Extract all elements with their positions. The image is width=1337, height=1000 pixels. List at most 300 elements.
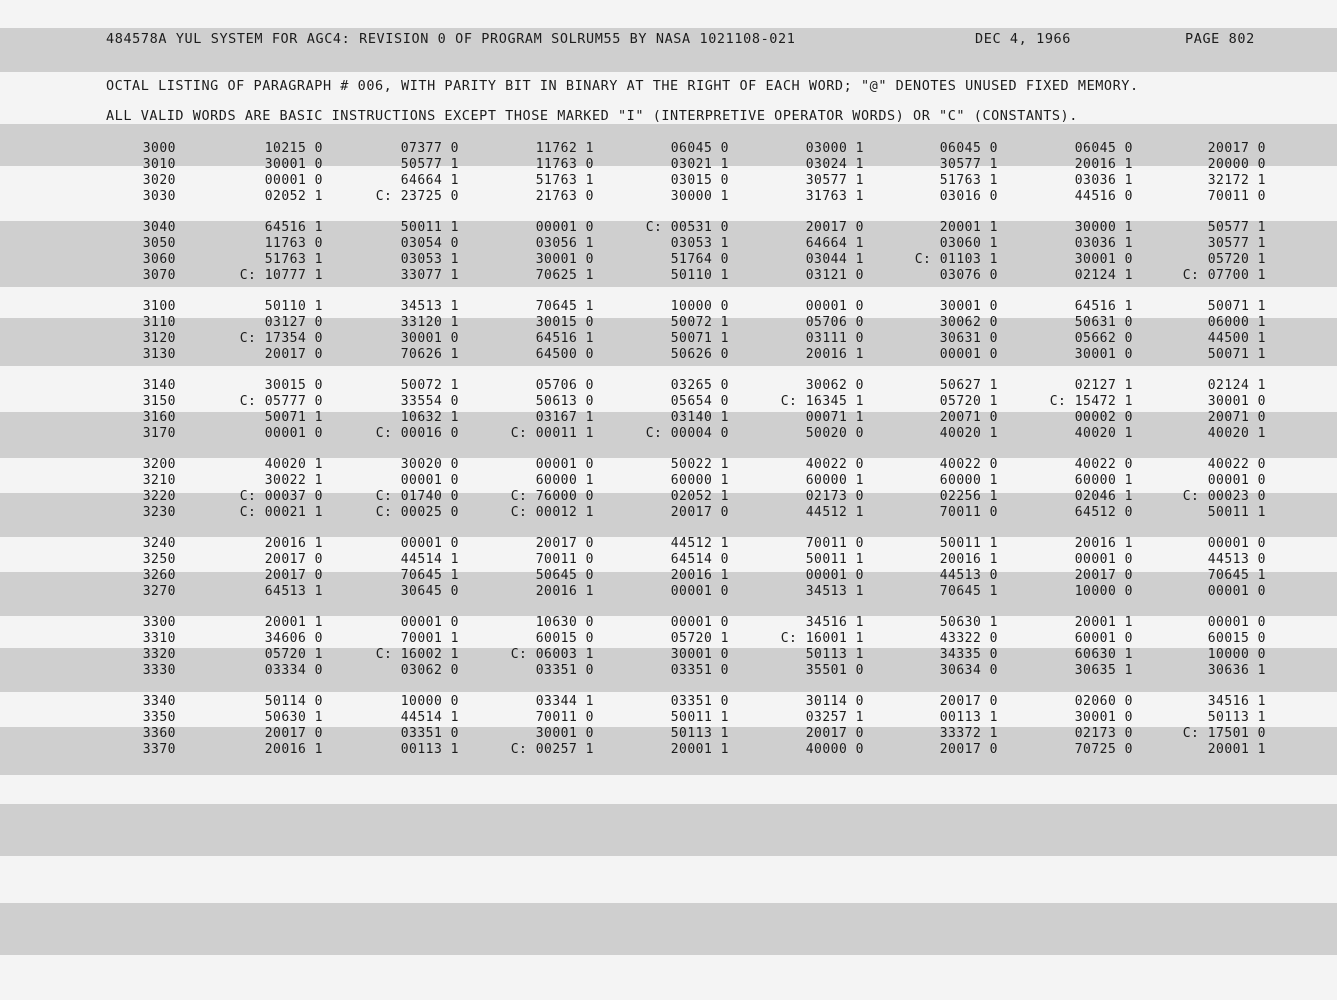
listing-legend: ALL VALID WORDS ARE BASIC INSTRUCTIONS EXCEPT THOSE MARKED "I" (INTERPRETIVE OPERATOR WORDS) OR "C" (CONSTANTS). [106, 108, 1078, 124]
octal-word: 50630 1 [939, 615, 998, 630]
octal-word: 33372 1 [939, 726, 998, 741]
octal-word: 30001 0 [1074, 710, 1133, 725]
octal-word: 10000 0 [670, 299, 729, 314]
octal-word: 50113 1 [1207, 710, 1266, 725]
octal-word: 50072 1 [400, 378, 459, 393]
listing-row [0, 568, 1337, 584]
octal-word: C: 00025 0 [375, 505, 459, 520]
octal-word: 40022 0 [805, 457, 864, 472]
octal-word: 03036 1 [1074, 173, 1133, 188]
octal-word: 20001 1 [1074, 615, 1133, 630]
octal-word: 20016 1 [1074, 536, 1133, 551]
octal-word: 03000 1 [805, 141, 864, 156]
octal-word: 03351 0 [670, 663, 729, 678]
octal-word: 05706 0 [805, 315, 864, 330]
listing-row [0, 505, 1337, 521]
octal-word: 10000 0 [1074, 584, 1133, 599]
octal-word: 00001 0 [1207, 584, 1266, 599]
octal-word: 00001 0 [939, 347, 998, 362]
listing-row [0, 315, 1337, 331]
octal-word: 30001 0 [535, 252, 594, 267]
octal-word: C: 16002 1 [375, 647, 459, 662]
octal-word: 00001 0 [1207, 536, 1266, 551]
row-address: 3320 [142, 647, 176, 662]
octal-word: 00001 0 [670, 615, 729, 630]
octal-word: 20071 0 [939, 410, 998, 425]
octal-word: 40020 1 [1207, 426, 1266, 441]
octal-word: 10215 0 [264, 141, 323, 156]
row-address: 3350 [142, 710, 176, 725]
octal-word: 40020 1 [1074, 426, 1133, 441]
octal-word: 50113 1 [805, 647, 864, 662]
row-address: 3050 [142, 236, 176, 251]
octal-word: 05654 0 [670, 394, 729, 409]
octal-word: 00001 0 [400, 536, 459, 551]
octal-word: 20017 0 [264, 552, 323, 567]
octal-word: 70011 0 [535, 552, 594, 567]
listing-row [0, 173, 1337, 189]
octal-word: 50110 1 [264, 299, 323, 314]
octal-word: 03056 1 [535, 236, 594, 251]
octal-word: 40020 1 [939, 426, 998, 441]
listing-row [0, 347, 1337, 363]
octal-word: 03111 0 [805, 331, 864, 346]
octal-word: 02124 1 [1074, 268, 1133, 283]
octal-word: 30577 1 [805, 173, 864, 188]
octal-word: 70011 0 [939, 505, 998, 520]
octal-word: 70645 1 [939, 584, 998, 599]
octal-word: 34335 0 [939, 647, 998, 662]
octal-word: 06045 0 [1074, 141, 1133, 156]
octal-word: 03121 0 [805, 268, 864, 283]
octal-word: C: 00531 0 [645, 220, 729, 235]
listing-row [0, 252, 1337, 268]
octal-word: 50072 1 [670, 315, 729, 330]
octal-word: 20017 0 [264, 568, 323, 583]
row-address: 3220 [142, 489, 176, 504]
octal-word: 30020 0 [400, 457, 459, 472]
octal-word: 03053 1 [670, 236, 729, 251]
octal-word: 33077 1 [400, 268, 459, 283]
octal-word: 20017 0 [535, 536, 594, 551]
octal-word: 50110 1 [670, 268, 729, 283]
octal-word: 34516 1 [805, 615, 864, 630]
octal-word: 05662 0 [1074, 331, 1133, 346]
octal-word: 30001 0 [939, 299, 998, 314]
octal-word: 03127 0 [264, 315, 323, 330]
octal-word: 03257 1 [805, 710, 864, 725]
octal-word: 20001 1 [1207, 742, 1266, 757]
octal-word: 50630 1 [264, 710, 323, 725]
row-address: 3010 [142, 157, 176, 172]
octal-word: 20016 1 [670, 568, 729, 583]
octal-word: 30577 1 [939, 157, 998, 172]
octal-word: 51763 1 [264, 252, 323, 267]
octal-word: C: 17354 0 [239, 331, 323, 346]
listing-row [0, 141, 1337, 157]
listing-row [0, 742, 1337, 758]
octal-word: 30001 0 [1207, 394, 1266, 409]
octal-word: 05720 1 [670, 631, 729, 646]
octal-word: 44514 1 [400, 710, 459, 725]
octal-word: 03024 1 [805, 157, 864, 172]
octal-word: C: 17501 0 [1182, 726, 1266, 741]
paper-band [0, 804, 1337, 856]
octal-word: 33120 1 [400, 315, 459, 330]
listing-row [0, 299, 1337, 315]
row-address: 3270 [142, 584, 176, 599]
listing-row [0, 394, 1337, 410]
octal-word: 02256 1 [939, 489, 998, 504]
octal-word: 50577 1 [400, 157, 459, 172]
octal-word: 00001 0 [400, 615, 459, 630]
octal-word: 51764 0 [670, 252, 729, 267]
octal-word: C: 00011 1 [510, 426, 594, 441]
listing-row [0, 331, 1337, 347]
octal-word: 20017 0 [805, 726, 864, 741]
octal-word: 60015 0 [1207, 631, 1266, 646]
octal-word: 30015 0 [264, 378, 323, 393]
octal-word: 70625 1 [535, 268, 594, 283]
octal-word: 50114 0 [264, 694, 323, 709]
octal-word: 10000 0 [1207, 647, 1266, 662]
row-address: 3020 [142, 173, 176, 188]
octal-word: 30001 0 [1074, 347, 1133, 362]
octal-word: 34606 0 [264, 631, 323, 646]
octal-word: 20001 1 [939, 220, 998, 235]
octal-word: C: 01103 1 [914, 252, 998, 267]
page-number: PAGE 802 [1185, 31, 1255, 47]
octal-word: 50627 1 [939, 378, 998, 393]
octal-word: 30001 0 [264, 157, 323, 172]
octal-word: 20017 0 [1074, 568, 1133, 583]
octal-word: 50071 1 [670, 331, 729, 346]
listing-row [0, 694, 1337, 710]
octal-word: 32172 1 [1207, 173, 1266, 188]
octal-word: 02052 1 [670, 489, 729, 504]
octal-word: 50071 1 [264, 410, 323, 425]
octal-word: C: 06003 1 [510, 647, 594, 662]
octal-word: 11763 0 [535, 157, 594, 172]
octal-word: 20016 1 [1074, 157, 1133, 172]
octal-word: 20000 0 [1207, 157, 1266, 172]
row-address: 3130 [142, 347, 176, 362]
octal-word: 00002 0 [1074, 410, 1133, 425]
octal-word: 60000 1 [805, 473, 864, 488]
octal-word: 33554 0 [400, 394, 459, 409]
row-address: 3120 [142, 331, 176, 346]
row-address: 3340 [142, 694, 176, 709]
octal-word: 20001 1 [264, 615, 323, 630]
octal-word: 11763 0 [264, 236, 323, 251]
octal-word: 50645 0 [535, 568, 594, 583]
octal-word: 00001 0 [1207, 473, 1266, 488]
octal-word: 30634 0 [939, 663, 998, 678]
octal-word: 44513 0 [1207, 552, 1266, 567]
octal-word: 20016 1 [805, 347, 864, 362]
octal-word: 10630 0 [535, 615, 594, 630]
octal-word: 44513 0 [939, 568, 998, 583]
octal-word: 70001 1 [400, 631, 459, 646]
listing-row [0, 615, 1337, 631]
listing-row [0, 631, 1337, 647]
row-address: 3170 [142, 426, 176, 441]
octal-word: 64514 0 [670, 552, 729, 567]
row-address: 3000 [142, 141, 176, 156]
octal-word: 40000 0 [805, 742, 864, 757]
octal-word: 20016 1 [264, 742, 323, 757]
octal-word: 44512 1 [670, 536, 729, 551]
listing-row [0, 663, 1337, 679]
octal-word: 40022 0 [939, 457, 998, 472]
octal-word: 20017 0 [939, 742, 998, 757]
octal-word: 20016 1 [535, 584, 594, 599]
row-address: 3230 [142, 505, 176, 520]
octal-word: 44512 1 [805, 505, 864, 520]
octal-word: 60015 0 [535, 631, 594, 646]
octal-word: 06045 0 [670, 141, 729, 156]
row-address: 3030 [142, 189, 176, 204]
row-address: 3240 [142, 536, 176, 551]
octal-word: 40022 0 [1207, 457, 1266, 472]
listing-row [0, 426, 1337, 442]
octal-word: 64512 0 [1074, 505, 1133, 520]
octal-word: C: 01740 0 [375, 489, 459, 504]
octal-word: 70645 1 [535, 299, 594, 314]
octal-word: 05720 1 [1207, 252, 1266, 267]
octal-word: 60630 1 [1074, 647, 1133, 662]
octal-word: 30015 0 [535, 315, 594, 330]
listing-row [0, 236, 1337, 252]
row-address: 3250 [142, 552, 176, 567]
listing-row [0, 473, 1337, 489]
octal-word: 03344 1 [535, 694, 594, 709]
octal-word: 00001 0 [400, 473, 459, 488]
octal-word: 30022 1 [264, 473, 323, 488]
octal-word: 50011 1 [805, 552, 864, 567]
octal-word: 64664 1 [805, 236, 864, 251]
row-address: 3100 [142, 299, 176, 314]
octal-word: 03036 1 [1074, 236, 1133, 251]
row-address: 3310 [142, 631, 176, 646]
octal-word: 60000 1 [1074, 473, 1133, 488]
octal-word: 00001 0 [670, 584, 729, 599]
octal-word: 07377 0 [400, 141, 459, 156]
octal-word: 70725 0 [1074, 742, 1133, 757]
octal-word: 34516 1 [1207, 694, 1266, 709]
octal-word: 30645 0 [400, 584, 459, 599]
row-address: 3300 [142, 615, 176, 630]
octal-word: 03021 1 [670, 157, 729, 172]
octal-word: 20001 1 [670, 742, 729, 757]
octal-word: 06045 0 [939, 141, 998, 156]
octal-word: 50011 1 [939, 536, 998, 551]
octal-word: 00001 0 [805, 568, 864, 583]
octal-word: 00113 1 [400, 742, 459, 757]
octal-word: 70011 0 [535, 710, 594, 725]
octal-word: C: 00012 1 [510, 505, 594, 520]
octal-word: 30062 0 [939, 315, 998, 330]
listing-row [0, 536, 1337, 552]
octal-word: C: 10777 1 [239, 268, 323, 283]
octal-word: 50071 1 [1207, 299, 1266, 314]
octal-word: 50020 0 [805, 426, 864, 441]
octal-word: 05706 0 [535, 378, 594, 393]
octal-word: 30000 1 [1074, 220, 1133, 235]
octal-word: 40022 0 [1074, 457, 1133, 472]
octal-word: 44516 0 [1074, 189, 1133, 204]
row-address: 3150 [142, 394, 176, 409]
octal-word: 05720 1 [939, 394, 998, 409]
octal-word: 03140 1 [670, 410, 729, 425]
row-address: 3110 [142, 315, 176, 330]
octal-word: 03076 0 [939, 268, 998, 283]
listing-row [0, 268, 1337, 284]
row-address: 3070 [142, 268, 176, 283]
octal-word: 51763 1 [535, 173, 594, 188]
row-address: 3360 [142, 726, 176, 741]
octal-word: 03062 0 [400, 663, 459, 678]
octal-word: 30631 0 [939, 331, 998, 346]
octal-word: 64513 1 [264, 584, 323, 599]
row-address: 3260 [142, 568, 176, 583]
octal-word: 31763 1 [805, 189, 864, 204]
octal-word: 20017 0 [670, 505, 729, 520]
octal-word: 50071 1 [1207, 347, 1266, 362]
row-address: 3370 [142, 742, 176, 757]
listing-row [0, 647, 1337, 663]
octal-word: 03334 0 [264, 663, 323, 678]
octal-word: 64516 1 [535, 331, 594, 346]
octal-word: 03351 0 [670, 694, 729, 709]
octal-word: 34513 1 [805, 584, 864, 599]
octal-word: C: 07700 1 [1182, 268, 1266, 283]
octal-word: 43322 0 [939, 631, 998, 646]
octal-word: 50613 0 [535, 394, 594, 409]
octal-word: 30001 0 [1074, 252, 1133, 267]
octal-word: 00001 0 [1207, 615, 1266, 630]
octal-word: 03054 0 [400, 236, 459, 251]
octal-word: C: 00257 1 [510, 742, 594, 757]
octal-word: 44500 1 [1207, 331, 1266, 346]
octal-word: 30001 0 [400, 331, 459, 346]
listing-row [0, 584, 1337, 600]
octal-word: 20017 0 [805, 220, 864, 235]
octal-word: 50011 1 [670, 710, 729, 725]
octal-word: 03044 1 [805, 252, 864, 267]
octal-word: 05720 1 [264, 647, 323, 662]
octal-word: 50631 0 [1074, 315, 1133, 330]
octal-word: 60000 1 [535, 473, 594, 488]
row-address: 3330 [142, 663, 176, 678]
octal-word: 50577 1 [1207, 220, 1266, 235]
octal-word: 03053 1 [400, 252, 459, 267]
octal-word: 30114 0 [805, 694, 864, 709]
listing-row [0, 552, 1337, 568]
octal-word: 34513 1 [400, 299, 459, 314]
listing-row [0, 410, 1337, 426]
octal-word: C: 15472 1 [1049, 394, 1133, 409]
octal-word: 00071 1 [805, 410, 864, 425]
octal-word: 50011 1 [400, 220, 459, 235]
octal-word: 00113 1 [939, 710, 998, 725]
octal-word: 60000 1 [670, 473, 729, 488]
octal-word: 35501 0 [805, 663, 864, 678]
octal-word: 64516 1 [1074, 299, 1133, 314]
octal-word: 03351 0 [535, 663, 594, 678]
octal-word: 02173 0 [805, 489, 864, 504]
listing-row [0, 220, 1337, 236]
octal-word: C: 23725 0 [375, 189, 459, 204]
octal-word: 03167 1 [535, 410, 594, 425]
row-address: 3210 [142, 473, 176, 488]
octal-word: C: 00016 0 [375, 426, 459, 441]
octal-word: 06000 1 [1207, 315, 1266, 330]
octal-word: C: 00037 0 [239, 489, 323, 504]
octal-word: C: 00023 0 [1182, 489, 1266, 504]
octal-word: 70011 0 [805, 536, 864, 551]
octal-word: 03016 0 [939, 189, 998, 204]
listing-row [0, 378, 1337, 394]
octal-word: 20016 1 [264, 536, 323, 551]
octal-word: C: 00004 0 [645, 426, 729, 441]
octal-word: 00001 0 [535, 457, 594, 472]
row-address: 3140 [142, 378, 176, 393]
octal-word: 10632 1 [400, 410, 459, 425]
octal-word: 50626 0 [670, 347, 729, 362]
paper-band [0, 903, 1337, 955]
octal-word: 20017 0 [1207, 141, 1266, 156]
octal-word: C: 05777 0 [239, 394, 323, 409]
octal-word: C: 00021 1 [239, 505, 323, 520]
octal-word: C: 76000 0 [510, 489, 594, 504]
octal-word: 70645 1 [400, 568, 459, 583]
octal-word: 03015 0 [670, 173, 729, 188]
listing-date: DEC 4, 1966 [975, 31, 1072, 47]
octal-word: 64500 0 [535, 347, 594, 362]
octal-word: 50022 1 [670, 457, 729, 472]
octal-word: 50011 1 [1207, 505, 1266, 520]
listing-row [0, 726, 1337, 742]
octal-word: 02046 1 [1074, 489, 1133, 504]
octal-word: 03351 0 [400, 726, 459, 741]
listing-row [0, 489, 1337, 505]
octal-word: 21763 0 [535, 189, 594, 204]
octal-word: 00001 0 [805, 299, 864, 314]
octal-word: 30001 0 [670, 647, 729, 662]
listing-row [0, 457, 1337, 473]
octal-word: 20071 0 [1207, 410, 1266, 425]
octal-word: 20017 0 [939, 694, 998, 709]
row-address: 3040 [142, 220, 176, 235]
octal-word: 30062 0 [805, 378, 864, 393]
octal-word: 02052 1 [264, 189, 323, 204]
row-address: 3200 [142, 457, 176, 472]
octal-word: 20017 0 [264, 347, 323, 362]
octal-word: 64664 1 [400, 173, 459, 188]
octal-word: 02124 1 [1207, 378, 1266, 393]
listing-description: OCTAL LISTING OF PARAGRAPH # 006, WITH PARITY BIT IN BINARY AT THE RIGHT OF EACH WORD; "@" DENOTES UNUSED FIXED MEMORY. [106, 78, 1139, 94]
octal-word: 10000 0 [400, 694, 459, 709]
listing-row [0, 189, 1337, 205]
octal-word: 70626 1 [400, 347, 459, 362]
octal-word: 44514 1 [400, 552, 459, 567]
octal-word: 00001 0 [1074, 552, 1133, 567]
octal-word: 60001 0 [1074, 631, 1133, 646]
octal-word: 20016 1 [939, 552, 998, 567]
octal-word: 02127 1 [1074, 378, 1133, 393]
octal-word: 30636 1 [1207, 663, 1266, 678]
